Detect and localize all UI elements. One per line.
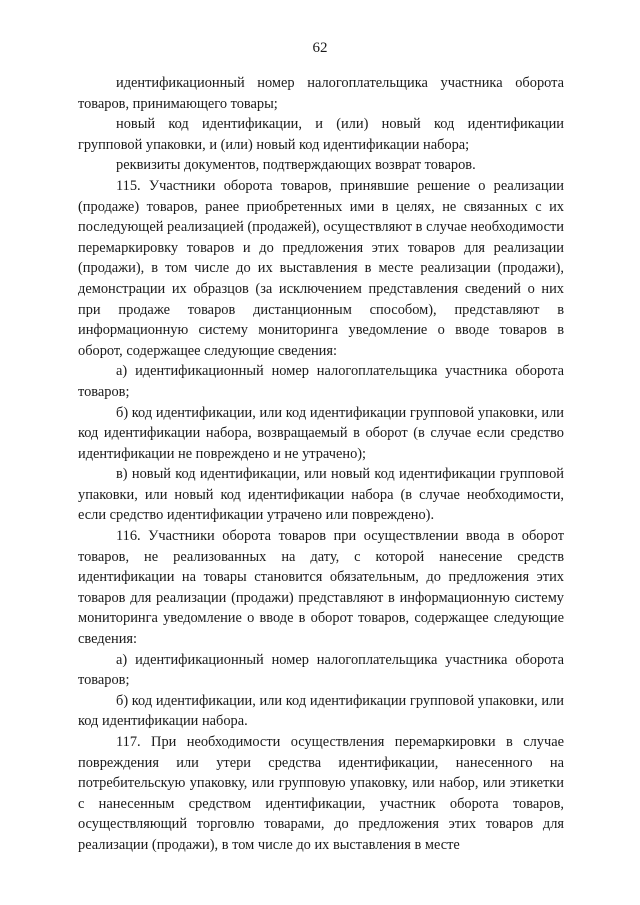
paragraph-115: 115. Участники оборота товаров, принявшие решение о реализации (продаже) товаров, ранее приобретенных ими в целях, не связанных с их последующей реализацией (продажей), осуществляют в случае необходимости перемаркировку товаров и до предложения этих товаров для реализации (продажи), в том числе до их выставления в месте реализации (продажи), демонстрации их образцов (за исключением представления сведений о них при продаже товаров дистанционным способом), представляют в информационную систему мониторинга уведомление о вводе товаров в оборот, содержащее следующие сведения: bbox=[78, 177, 564, 359]
paragraph-116-b: б) код идентификации, или код идентификации групповой упаковки, или код идентификации набора. bbox=[78, 692, 564, 730]
paragraph-2: новый код идентификации, и (или) новый код идентификации групповой упаковки, и (или) новый код идентификации набора; bbox=[78, 116, 564, 153]
page-number: 62 bbox=[312, 40, 328, 56]
body-text bbox=[78, 73, 564, 856]
paragraph-115-b: б) код идентификации, или код идентификации групповой упаковки, или код идентификации набора, возвращаемый в оборот (в случае если средство идентификации не повреждено и не утрачено); bbox=[78, 404, 564, 462]
paragraph-1: идентификационный номер налогоплательщика участника оборота товаров, принимающего товары; bbox=[78, 75, 564, 112]
paragraph-115-a: а) идентификационный номер налогоплательщика участника оборота товаров; bbox=[78, 363, 564, 400]
paragraph-115-v: в) новый код идентификации, или новый код идентификации групповой упаковки, или новый код идентификации набора (в случае необходимости, если средство идентификации утрачено или повреждено). bbox=[78, 466, 564, 524]
paragraph-116: 116. Участники оборота товаров при осуществлении ввода в оборот товаров, не реализованных на дату, с которой нанесение средств идентификации на товары становится обязательным, до предложения этих товаров для реализации (продажи) представляют в информационную систему мониторинга уведомление о вводе в оборот товаров, содержащее следующие сведения: bbox=[78, 528, 564, 648]
paragraph-117: 117. При необходимости осуществления перемаркировки в случае повреждения или утери средства идентификации, нанесенного на потребительскую упаковку, или групповую упаковку, или набор, или этикетки с нанесенным средством идентификации, участник оборота товаров, осуществляющий торговлю товарами, до предложения этих товаров для реализации (продажи), в том числе до их выставления в месте bbox=[78, 734, 564, 853]
paragraph-3: реквизиты документов, подтверждающих возврат товаров. bbox=[116, 157, 476, 174]
paragraph-116-a: а) идентификационный номер налогоплательщика участника оборота товаров; bbox=[78, 651, 564, 689]
